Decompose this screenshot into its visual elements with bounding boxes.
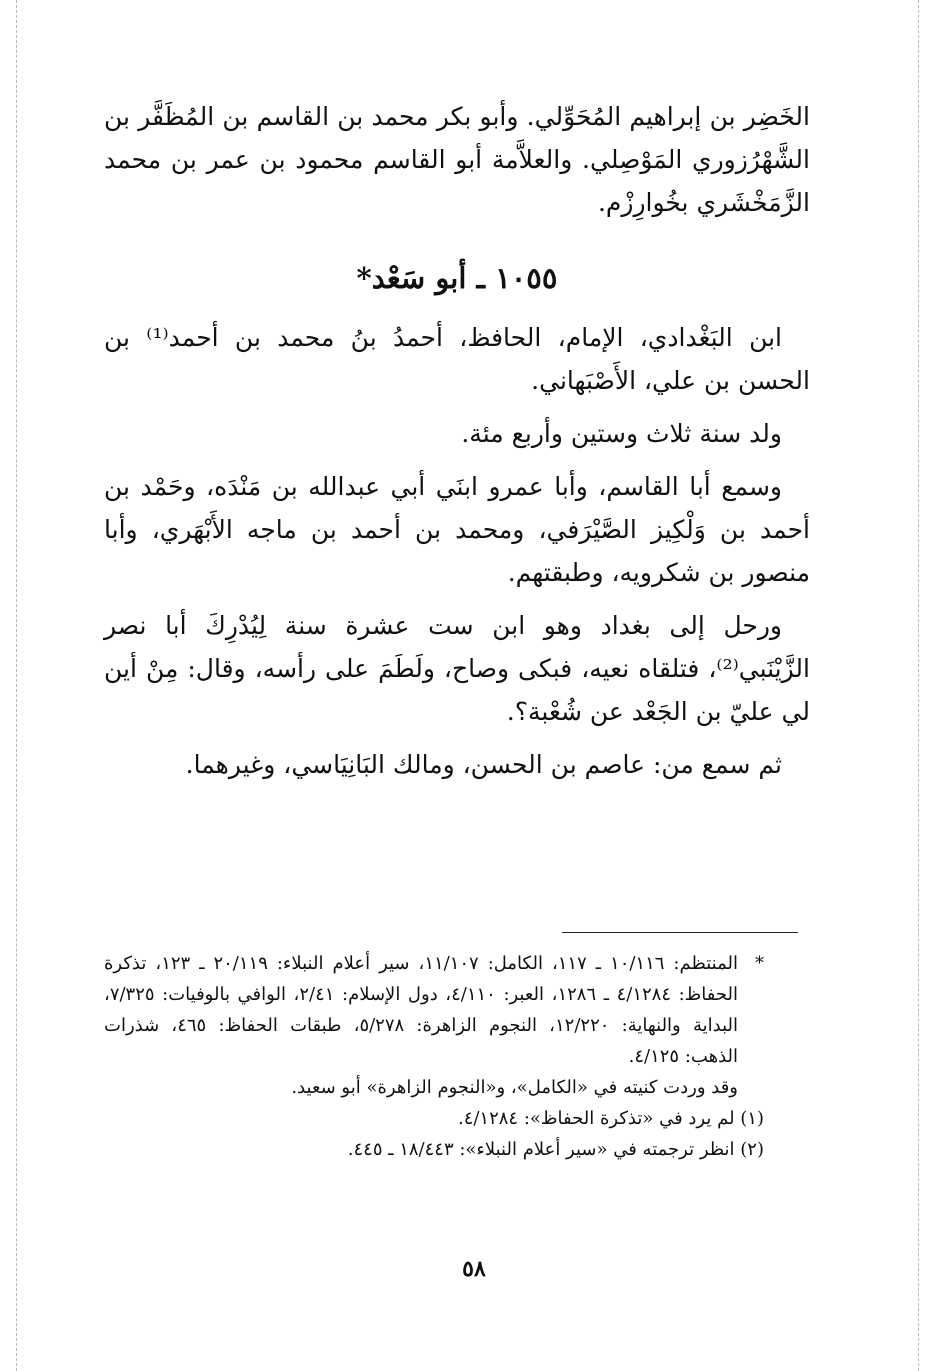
entry-heading: ١٠٥٥ ـ أبو سَعْد* (356, 261, 558, 295)
scan-guide-line-left (16, 0, 17, 1371)
paragraph-birth: ولد سنة ثلاث وستين وأربع مئة. (461, 419, 782, 448)
footnote-sources-note: وقد وردت كنيته في «الكامل»، و«النجوم الزاهرة» أبو سعيد. (291, 1077, 738, 1098)
paragraph-teachers: وسمع أبا القاسم، وأبا عمرو ابنَي أبي عبدالله بن مَنْدَه، وحَمْد بن أحمد بن وَلْكِيز الصَّيْرَفي، ومحمد بن أحمد بن ماجه الأَبْهَري، وأبا منصور بن شكرويه، وطبقتهم. (104, 472, 810, 587)
page-number: ٥٨ (462, 1256, 486, 1282)
footnote-star-mark: * (755, 953, 764, 974)
footnote-sources-text: المنتظم: ١٠/١١٦ ـ ١١٧، الكامل: ١١/١٠٧، سير أعلام النبلاء: ٢٠/١١٩ ـ ١٢٣، تذكرة الحفاظ: ٤/١٢٨٤ ـ ١٢٨٦، العبر: ٤/١١٠، دول الإسلام: ٢/٤١، الوافي بالوفيات: ٧/٣٢٥، البداية والنهاية: ١٢/٢٢٠، النجوم الزاهرة: ٥/٢٧٨، طبقات الحفاظ: ٤٦٥، شذرات الذهب: ٤/١٢٥. (104, 953, 739, 1067)
footnote-sources (104, 948, 764, 1072)
paragraph-travel: ورحل إلى بغداد وهو ابن ست عشرة سنة لِيُدْرِكَ أبا نصر الزَّيْنَبي⁽²⁾، فتلقاه نعيه، فبكى وصاح، ولَطَمَ على رأسه، وقال: مِنْ أين لي عليّ بن الجَعْد عن شُعْبة؟. (104, 611, 810, 726)
footnote-1: (١) لم يرد في «تذكرة الحفاظ»: ٤/١٢٨٤. (457, 1108, 764, 1129)
footnote-2: (٢) انظر ترجمته في «سير أعلام النبلاء»: ١٨/٤٤٣ ـ ٤٤٥. (347, 1139, 764, 1160)
paragraph-further-study: ثم سمع من: عاصم بن الحسن، ومالك البَانِيَاسي، وغيرهما. (185, 750, 782, 779)
intro-paragraph: الخَضِر بن إبراهيم المُحَوِّلي. وأبو بكر محمد بن القاسم بن المُظَفَّر بن الشَّهْرُزوري المَوْصِلي. والعلاَّمة أبو القاسم محمود بن عمر بن محمد الزَّمَخْشَري بخُوارِزْم. (104, 102, 810, 217)
footnotes (104, 948, 764, 1165)
scan-guide-line-right (918, 0, 919, 1371)
paragraph-lineage: ابن البَغْدادي، الإمام، الحافظ، أحمدُ بنُ محمد بن أحمد⁽¹⁾ بن الحسن بن علي، الأَصْبَهاني. (104, 323, 810, 395)
page-body (104, 95, 810, 786)
footnote-divider (562, 932, 798, 933)
